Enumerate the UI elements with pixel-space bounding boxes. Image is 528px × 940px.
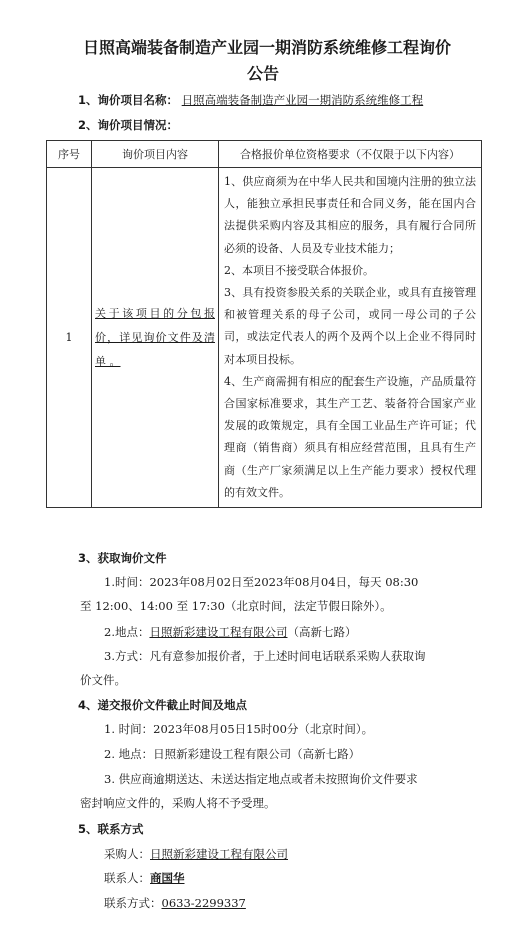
requirement-item: 4、生产商需拥有相应的配套生产设施，产品质量符合国家标准要求，其生产工艺、装备符合国家产业发展的政策规定，具有全国工业品生产许可证；代理商（销售商）须具有相应经营范围，且具有生产商（生产厂家须满足以上生产能力要求）授权代理的有效文件。 [224, 374, 476, 499]
row-number: 1 [47, 168, 92, 508]
section3-method-line1: 3.方式：凡有意参加报价者，于上述时间电话联系采购人获取询 [104, 649, 426, 663]
phone-label: 联系方式： [104, 896, 162, 910]
table-header-row [47, 141, 482, 168]
section3-method-line2: 价文件。 [80, 673, 126, 687]
requirement-item: 2、本项目不接受联合体报价。 [224, 263, 374, 277]
section4-time: 1. 时间：2023年08月05日15时00分（北京时间）。 [104, 722, 374, 736]
phone-value: 0633-2299337 [161, 896, 246, 910]
place-prefix: 2.地点： [104, 625, 150, 639]
section3-time-line1: 1.时间：2023年08月02日至2023年08月04日，每天 08:30 [104, 575, 419, 589]
header-no: 序号 [47, 141, 92, 168]
buyer-label: 采购人： [104, 847, 150, 861]
qualification-table [46, 140, 482, 508]
row-requirements [219, 168, 482, 508]
contact-label: 联系人： [104, 871, 150, 885]
header-requirements: 合格报价单位资格要求（不仅限于以下内容） [219, 141, 482, 168]
section4-note-line1: 3. 供应商逾期送达、未送达指定地点或者未按照询价文件要求 [104, 772, 418, 786]
project-name: 日照高端装备制造产业园一期消防系统维修工程 [181, 93, 424, 107]
requirement-item: 1、供应商须为在中华人民共和国境内注册的独立法人，能独立承担民事责任和合同义务，能在国内合法提供采购内容及其相应的服务，具有履行合同所必须的设备、人员及专业技术能力； [224, 175, 476, 255]
buyer-line [104, 846, 288, 862]
scope-text: 关于该项目的分包报价，详见询价文件及清单 。 [95, 306, 215, 368]
phone-line [104, 895, 246, 911]
place-company: 日照新彩建设工程有限公司 [149, 625, 288, 639]
contact-value: 商国华 [150, 871, 185, 885]
buyer-value: 日照新彩建设工程有限公司 [150, 847, 288, 861]
section1-label: 1、询价项目名称： [78, 93, 179, 107]
section3-time-line2: 至 12:00、14:00 至 17:30（北京时间，法定节假日除外）。 [80, 599, 392, 613]
section4-place: 2. 地点：日照新彩建设工程有限公司（高新七路） [104, 747, 361, 761]
section2-label: 2、询价项目情况： [78, 118, 179, 132]
table-row [47, 168, 482, 508]
section4-note-line2: 密封响应文件的，采购人将不予受理。 [80, 796, 276, 810]
section4-label: 4、递交报价文件截止时间及地点 [78, 698, 247, 712]
notice-title-line1: 日照高端装备制造产业园一期消防系统维修工程询价 [83, 38, 452, 57]
section5-label: 5、联系方式 [78, 822, 144, 836]
notice-title-line2: 公告 [247, 64, 280, 83]
header-content: 询价项目内容 [92, 141, 219, 168]
requirement-item: 3、具有投资参股关系的关联企业，或具有直接管理和被管理关系的母子公司，或同一母公司的子公司，或法定代表人的两个及两个以上企业不得同时对本项目投标。 [224, 286, 476, 366]
contact-line [104, 870, 185, 886]
place-suffix: （高新七路） [287, 625, 357, 639]
row-scope [92, 168, 219, 508]
section3-place [104, 624, 356, 640]
section1 [78, 92, 423, 108]
section3-label: 3、获取询价文件 [78, 551, 167, 565]
